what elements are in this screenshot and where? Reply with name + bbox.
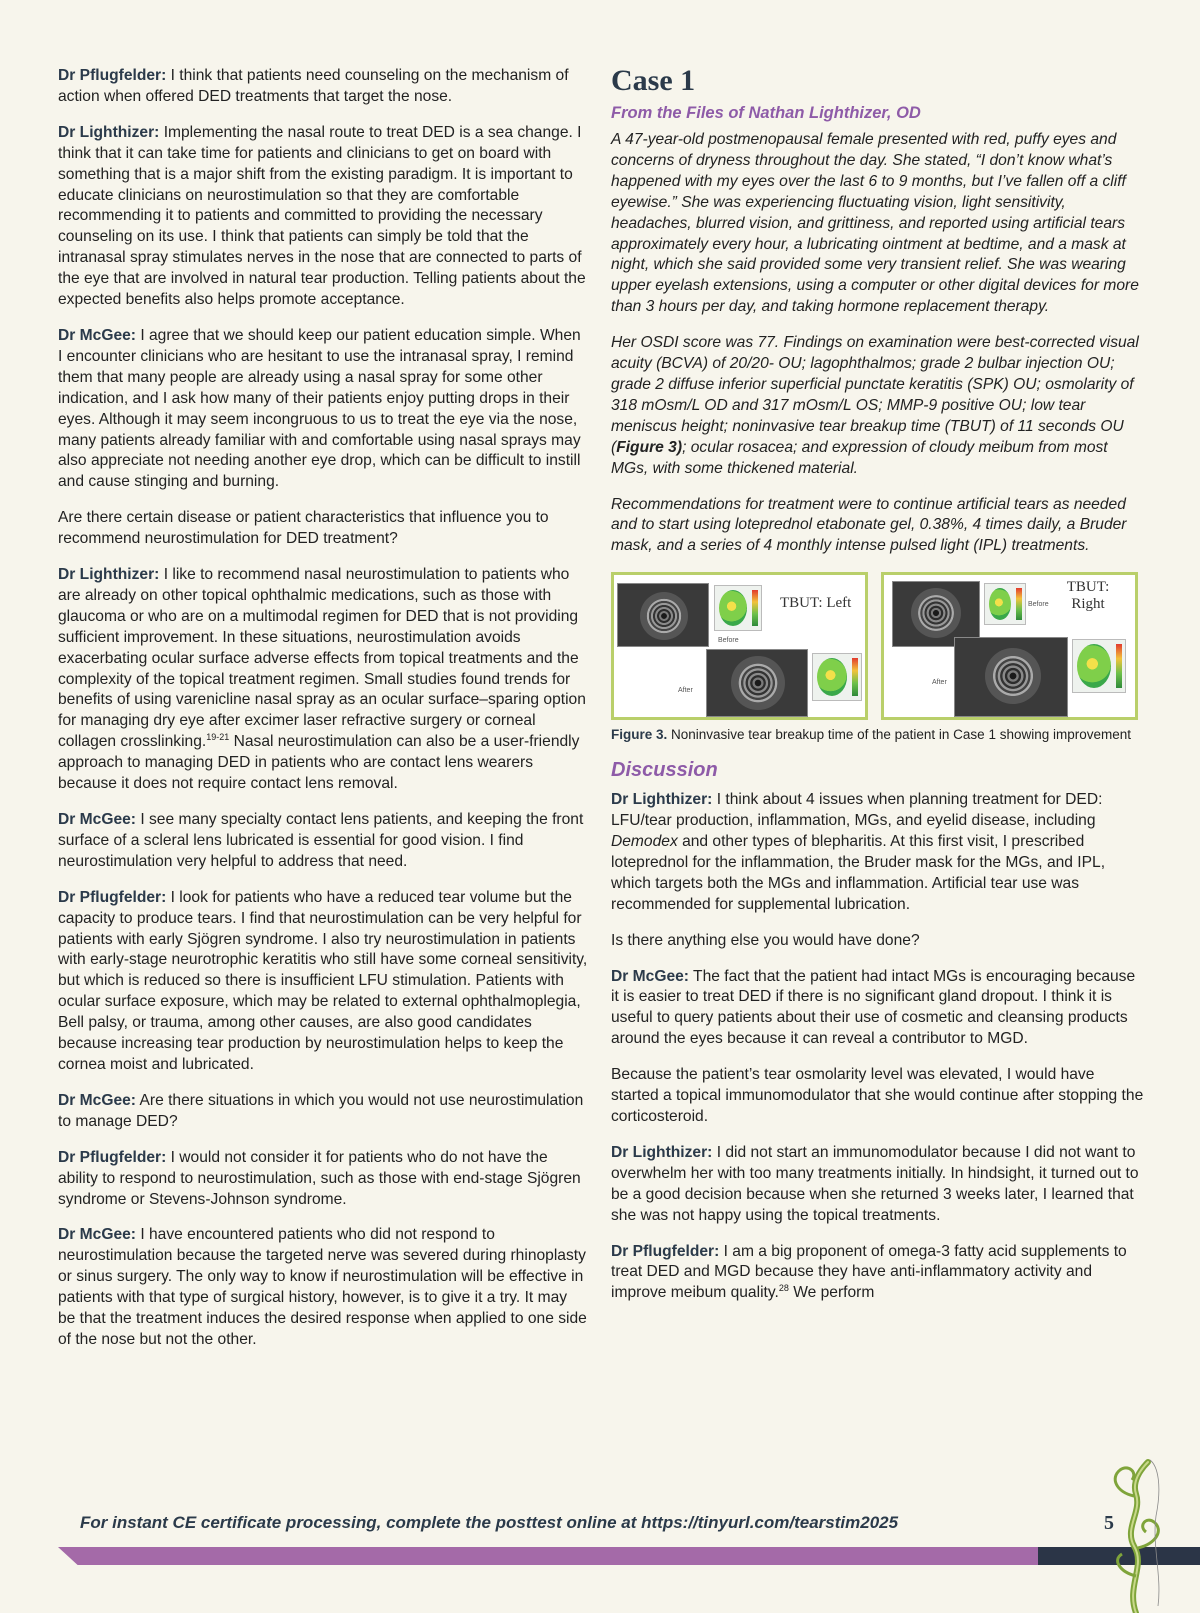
paragraph: [58, 888, 588, 1076]
topography-map: [714, 585, 762, 631]
speaker-name: Dr Pflugfelder:: [58, 888, 167, 906]
paragraph-text: I look for patients who have a reduced tear volume but the capacity to produce tears. I find that neurostimulation can be very helpful for patients with early Sjögren syndrome. I also try neurostimulation in patients with early-stage neurotrophic keratitis who still have some corneal sensitivity, but which is reduced so there is insufficient LFU stimulation. Patients with ocular surface exposure, which may be related to external ophthalmoplegia, Bell palsy, or trauma, among other causes, are also good candidates because increasing tear production by neurostimulation helps to keep the cornea moist and lubricated.: [58, 888, 588, 1073]
paragraph-text-cont: Nasal neurostimulation can also be a user-friendly approach to managing DED in patients who are contact lens wearers because it does not require contact lens removal.: [58, 733, 580, 793]
case-paragraph: [611, 333, 1146, 479]
speaker-name: Dr McGee:: [611, 967, 689, 985]
citation: 28: [778, 1283, 789, 1294]
paragraph-text: I think about 4 issues when planning treatment for DED: LFU/tear production, inflammation, MGs, and eyelid disease, including: [611, 791, 1103, 830]
case-subtitle: From the Files of Nathan Lighthizer, OD: [611, 104, 921, 122]
eye-image-before: [617, 583, 709, 647]
tbut-right-label: TBUT: Right: [1066, 579, 1110, 613]
eye-image-after: [706, 649, 808, 717]
paragraph-text: I have encountered patients who did not respond to neurostimulation because the targeted nerve was severed during rhinoplasty or sinus surgery. The only way to know if neurostimulation will be effective in patients with that type of surgical history, however, is to give it a try. It may be that the treatment induces the desired response when applied to one side of the nose but not the other.: [58, 1226, 587, 1348]
paragraph: [611, 1065, 1146, 1128]
eye-image-after: [954, 637, 1068, 717]
topography-map: [812, 653, 862, 701]
case-paragraph: Recommendations for treatment were to continue artificial tears as needed and to start using loteprednol etabonate gel, 0.38%, 4 times daily, a Bruder mask, and a series of 4 monthly intense pulsed light (IPL) treatments.: [611, 495, 1127, 555]
paragraph-text: I did not start an immunomodulator because I did not want to overwhelm her with too many treatments initially. In hindsight, it turned out to be a good decision because when she returned 3 weeks later, I learned that she was not happy using the topical treatments.: [611, 1143, 1139, 1224]
footer-bar-purple: [58, 1547, 1038, 1565]
footer-ce-note: For instant CE certificate processing, complete the posttest online at https://tinyurl.com/tearstim2025: [80, 1513, 899, 1532]
right-column: [611, 64, 1146, 1319]
speaker-name: Dr McGee:: [58, 1091, 136, 1109]
vine-ornament-icon: [1096, 1456, 1176, 1613]
speaker-name: Dr Lighthizer:: [58, 566, 160, 584]
paragraph-text: Because the patient’s tear osmolarity level was elevated, I would have started a topical immunomodulator that she would continue after stopping the corticosteroid.: [611, 1066, 1144, 1125]
figure-3: [611, 572, 1146, 720]
after-label: After: [678, 687, 693, 695]
paragraph: [611, 967, 1146, 1051]
paragraph: [58, 1225, 588, 1350]
paragraph: [58, 326, 588, 493]
paragraph: [58, 810, 588, 873]
case-paragraph: A 47-year-old postmenopausal female presented with red, puffy eyes and concerns of dryness throughout the day. She stated, “I don’t know what’s happened with my eyes over the last 6 to 9 months, but I’ve fallen off a cliff eyewise.” She was experiencing fluctuating vision, light sensitivity, headaches, blurred vision, and grittiness, and reported using artificial tears approximately every hour, a lubricating ointment at bedtime, and a mask at night, which she said provided some very transient relief. She was wearing upper eyelash extensions, using a computer or other digital devices for more than 3 hours per day, and taking hormone replacement therapy.: [611, 131, 1139, 316]
paragraph-text: The fact that the patient had intact MGs is encouraging because it is easier to treat DED if there is no significant gland dropout. I think it is useful to query patients about their use of cosmetic and cleansing products around the eyes because it can reveal a contributor to MGD.: [611, 967, 1136, 1048]
speaker-name: Dr Pflugfelder:: [58, 1148, 167, 1166]
paragraph: [58, 1091, 588, 1133]
discussion-heading: Discussion: [611, 759, 718, 782]
left-column: [58, 66, 588, 1366]
before-label: Before: [1028, 601, 1049, 609]
speaker-name: Dr Pflugfelder:: [58, 67, 167, 84]
paragraph-text: I would not consider it for patients who do not have the ability to respond to neurostimulation, such as those with end-stage Sjögren syndrome or Stevens-Johnson syndrome.: [58, 1148, 581, 1208]
paragraph-text: Implementing the nasal route to treat DED is a sea change. I think that it can take time for patients and clinicians to get on board with something that is a major shift from the existing paradigm. It is important to educate clinicians on neurostimulation so that they are comfortable recommending it to patients and committed to providing the necessary counseling on its use. I think that patients can simply be told that the intranasal spray stimulates nerves in the nose that are connected to parts of the eye that are involved in natural tear production. Telling patients about the expected benefits also helps promote acceptance.: [58, 123, 586, 309]
paragraph: [611, 790, 1146, 915]
speaker-name: Dr Lighthizer:: [58, 123, 160, 141]
speaker-name: Dr McGee:: [58, 811, 136, 828]
paragraph-text: Are there situations in which you would not use neurostimulation to manage DED?: [58, 1091, 584, 1130]
speaker-name: Dr Lighthizer:: [611, 791, 713, 809]
before-label: Before: [718, 637, 739, 645]
page-number: 5: [1104, 1512, 1114, 1534]
emphasis: Demodex: [611, 833, 678, 851]
tbut-left-panel: [611, 572, 868, 720]
caption-label: Figure 3.: [611, 727, 668, 743]
paragraph: [58, 66, 588, 108]
figure-reference: Figure 3): [616, 438, 683, 456]
topography-map: [1072, 639, 1126, 693]
topography-map: [984, 583, 1026, 625]
caption-text: Noninvasive tear breakup time of the patient in Case 1 showing improvement: [667, 727, 1132, 743]
after-label: After: [932, 679, 947, 687]
paragraph-text: I am a big proponent of omega-3 fatty acid supplements to treat DED and MGD because they have anti-inflammatory activity and improve meibum quality.: [611, 1242, 1127, 1302]
paragraph: [611, 1143, 1146, 1227]
paragraph-text: I think that patients need counseling on the mechanism of action when offered DED treatments that target the nose.: [58, 67, 569, 105]
case-text: Her OSDI score was 77. Findings on examination were best-corrected visual acuity (BCVA) of 20/20- OU; lagophthalmos; grade 2 bulbar injection OU; grade 2 diffuse inferior superficial punctate keratitis (SPK) OU; osmolarity of 318 mOsm/L OD and 317 mOsm/L OS; MMP-9 positive OU; low tear meniscus height; noninvasive tear breakup time (TBUT) of 11 seconds OU (: [611, 334, 1139, 456]
question-text: Are there certain disease or patient characteristics that influence you to recommend neurostimulation for DED treatment?: [58, 509, 549, 548]
tbut-left-label: TBUT: Left: [780, 595, 852, 612]
paragraph: [611, 1242, 1146, 1305]
figure-caption: [611, 726, 1146, 744]
case-title: Case 1: [611, 64, 696, 97]
paragraph-text: I see many specialty contact lens patients, and keeping the front surface of a scleral lens lubricated is essential for good vision. I find neurostimulation very helpful to address that need.: [58, 811, 584, 870]
speaker-name: Dr McGee:: [58, 1226, 136, 1244]
speaker-name: Dr Lighthizer:: [611, 1143, 713, 1161]
speaker-name: Dr McGee:: [58, 326, 136, 344]
paragraph: [58, 565, 588, 795]
paragraph-text-cont: and other types of blepharitis. At this first visit, I prescribed loteprednol for the inflammation, the Bruder mask for the MGs, and IPL, which targets both the MGs and inflammation. Artificial tear use was recommended for supplemental lubrication.: [611, 833, 1106, 913]
question: [611, 931, 1146, 952]
paragraph: [58, 1148, 588, 1211]
paragraph-text: I like to recommend nasal neurostimulation to patients who are already on other topical ophthalmic medications, such as those with glaucoma or who are on a multimodal regimen for DED that is not providing sufficient improvement. In these situations, neurostimulation avoids exacerbating ocular surface adverse effects from topical treatments and the complexity of the topical treatment regimen. Small studies found trends for benefits of using varenicline nasal spray as an ocular surface–sparing option for managing dry eye after excimer laser refractive surgery or corneal collagen crosslinking.: [58, 566, 586, 751]
paragraph-text: I agree that we should keep our patient education simple. When I encounter clinicians who are hesitant to use the intranasal spray, I remind them that many people are already using a nasal spray for some other indication, and I ask how many of their patients enjoy putting drops in their eyes. Although it may seem incongruous to us to treat the eye via the nose, many patients already familiar with and comfortable using nasal sprays may also appreciate not needing another eye drop, which can be difficult to instill and cause stinging and burning.: [58, 326, 581, 491]
citation: 19-21: [206, 732, 230, 743]
question: [58, 508, 588, 550]
paragraph-text-cont: We perform: [788, 1284, 875, 1302]
paragraph: [58, 123, 588, 311]
case-text-cont: ; ocular rosacea; and expression of cloudy meibum from most MGs, with some thickened material.: [611, 438, 1108, 477]
speaker-name: Dr Pflugfelder:: [611, 1242, 720, 1260]
tbut-right-panel: [881, 572, 1138, 720]
question-text: Is there anything else you would have done?: [611, 931, 920, 949]
